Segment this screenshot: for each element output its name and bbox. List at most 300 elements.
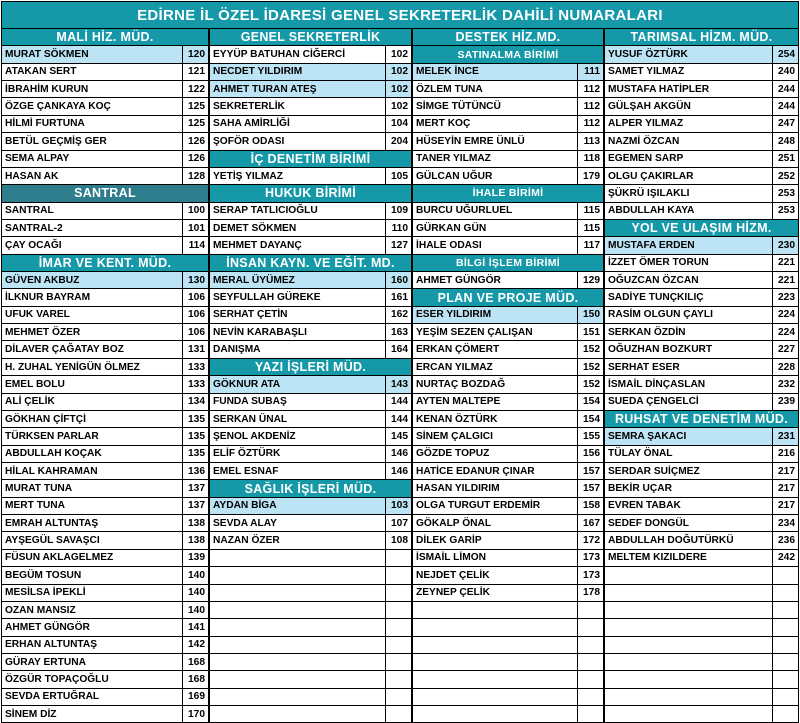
contact-name [605, 671, 772, 687]
contact-name [605, 619, 772, 635]
directory-row [209, 272, 412, 289]
contact-name: NURTAÇ BOZDAĞ [416, 378, 506, 390]
empty-row [209, 637, 412, 654]
contact-name: YUSUF ÖZTÜRK [608, 49, 688, 61]
contact-name: SİNEM ÇALGICI [416, 430, 493, 442]
directory-row [604, 64, 799, 81]
column-4 [604, 29, 799, 723]
contact-name: TÜLAY ÖNAL [608, 448, 673, 460]
contact-name: SEVDA ERTUĞRAL [5, 691, 100, 703]
directory-row [209, 463, 412, 480]
directory-row [604, 237, 799, 254]
extension-number: 126 [182, 151, 208, 167]
directory-row [1, 341, 209, 358]
empty-row [412, 689, 604, 706]
directory-row [412, 307, 604, 324]
contact-name: AHMET GÜNGÖR [5, 621, 90, 633]
extension-number [772, 654, 798, 670]
extension-number: 234 [772, 515, 798, 531]
directory-row [412, 203, 604, 220]
directory-row [209, 515, 412, 532]
directory-row [412, 168, 604, 185]
extension-number: 138 [182, 515, 208, 531]
contact-name [210, 567, 385, 583]
contact-name: RASİM OLGUN ÇAYLI [608, 309, 713, 321]
directory-row [1, 671, 209, 688]
contact-name: MESİLSA İPEKLİ [5, 587, 86, 599]
extension-number: 112 [577, 98, 603, 114]
contact-name: ABDULLAH KOÇAK [5, 448, 102, 460]
contact-name: FÜSUN AKLAGELMEZ [5, 552, 114, 564]
extension-number: 125 [182, 116, 208, 132]
extension-number: 236 [772, 532, 798, 548]
directory-row [1, 307, 209, 324]
directory-row [412, 237, 604, 254]
contact-name: DEMET SÖKMEN [213, 222, 297, 234]
directory-row [1, 376, 209, 393]
contact-name [605, 567, 772, 583]
contact-name: OĞUZCAN ÖZCAN [608, 274, 699, 286]
contact-name: MURAT SÖKMEN [5, 49, 89, 61]
extension-number: 105 [385, 168, 411, 184]
contact-name: HÜSEYİN EMRE ÜNLÜ [416, 135, 525, 147]
extension-number [577, 602, 603, 618]
empty-row [412, 706, 604, 723]
extension-number: 240 [772, 64, 798, 80]
extension-number: 102 [385, 98, 411, 114]
directory-row [1, 480, 209, 497]
directory-row [604, 376, 799, 393]
directory-row [412, 376, 604, 393]
contact-name: OLGA TURGUT ERDEMİR [416, 500, 541, 512]
extension-number: 133 [182, 359, 208, 375]
section-header: PLAN VE PROJE MÜD. [412, 289, 604, 306]
section-header: SANTRAL [1, 185, 209, 202]
extension-number: 217 [772, 498, 798, 514]
empty-row [604, 619, 799, 636]
contact-name: İLKNUR BAYRAM [5, 292, 91, 304]
contact-name: YEŞİM SEZEN ÇALIŞAN [416, 326, 533, 338]
extension-number: 224 [772, 324, 798, 340]
extension-number: 109 [385, 203, 411, 219]
extension-number [772, 671, 798, 687]
directory-row [1, 654, 209, 671]
contact-name: GÜVEN AKBUZ [5, 274, 80, 286]
contact-name: MERAL ÜYÜMEZ [213, 274, 295, 286]
contact-name: GÜLCAN UĞUR [416, 170, 493, 182]
extension-number: 101 [182, 220, 208, 236]
section-header: İHALE BİRİMİ [412, 185, 604, 202]
extension-number: 152 [577, 376, 603, 392]
extension-number: 254 [772, 46, 798, 62]
extension-number: 167 [577, 515, 603, 531]
directory-row [604, 289, 799, 306]
extension-number: 118 [577, 151, 603, 167]
extension-number: 146 [385, 463, 411, 479]
contact-name: NAZMİ ÖZCAN [608, 135, 680, 147]
extension-number: 114 [182, 237, 208, 253]
contact-name [413, 671, 577, 687]
extension-number: 106 [182, 289, 208, 305]
contact-name: ABDULLAH KAYA [608, 205, 695, 217]
extension-number: 150 [577, 307, 603, 323]
extension-number: 154 [577, 394, 603, 410]
contact-name: İSMAİL LİMON [416, 552, 486, 564]
empty-row [209, 706, 412, 723]
directory-row [604, 151, 799, 168]
contact-name [605, 602, 772, 618]
directory-row [1, 394, 209, 411]
extension-number: 125 [182, 98, 208, 114]
directory-row [209, 411, 412, 428]
empty-row [209, 567, 412, 584]
directory-row [412, 463, 604, 480]
extension-number: 164 [385, 341, 411, 357]
extension-number: 126 [182, 133, 208, 149]
extension-number: 248 [772, 133, 798, 149]
directory-row [209, 64, 412, 81]
directory-row [209, 116, 412, 133]
empty-row [604, 602, 799, 619]
directory-row [604, 428, 799, 445]
contact-name: ELİF ÖZTÜRK [213, 448, 281, 460]
extension-number: 228 [772, 359, 798, 375]
extension-number: 112 [577, 81, 603, 97]
contact-name [210, 602, 385, 618]
directory-row [604, 446, 799, 463]
extension-number [577, 671, 603, 687]
directory-row [604, 185, 799, 202]
directory-row [1, 64, 209, 81]
contact-name: GÖKALP ÖNAL [416, 517, 492, 529]
extension-number: 232 [772, 376, 798, 392]
directory-row [209, 220, 412, 237]
contact-name: BEGÜM TOSUN [5, 569, 82, 581]
contact-name [413, 619, 577, 635]
empty-row [412, 637, 604, 654]
directory-row [1, 637, 209, 654]
contact-name: OLGU ÇAKIRLAR [608, 170, 694, 182]
contact-name: NECDET YILDIRIM [213, 66, 303, 78]
contact-name: AYŞEGÜL SAVAŞCI [5, 535, 100, 547]
contact-name: HİLMİ FURTUNA [5, 118, 85, 130]
directory-row [412, 272, 604, 289]
empty-row [209, 654, 412, 671]
extension-number: 217 [772, 463, 798, 479]
section-header: GENEL SEKRETERLİK [209, 29, 412, 46]
empty-row [604, 567, 799, 584]
extension-number: 216 [772, 446, 798, 462]
contact-name: ALPER YILMAZ [608, 118, 684, 130]
extension-number: 221 [772, 255, 798, 271]
directory-row [604, 341, 799, 358]
extension-number: 111 [577, 64, 603, 80]
extension-number [385, 671, 411, 687]
contact-name: EMEL BOLU [5, 378, 65, 390]
contact-name: SADİYE TUNÇKILIÇ [608, 292, 704, 304]
directory-row [209, 168, 412, 185]
extension-number: 100 [182, 203, 208, 219]
extension-number [577, 637, 603, 653]
extension-number: 231 [772, 428, 798, 444]
contact-name: SAMET YILMAZ [608, 66, 685, 78]
directory-row [604, 394, 799, 411]
directory-row [604, 359, 799, 376]
extension-number: 224 [772, 307, 798, 323]
directory-row [604, 255, 799, 272]
extension-number: 230 [772, 237, 798, 253]
extension-number: 157 [577, 480, 603, 496]
contact-name: TÜRKSEN PARLAR [5, 430, 99, 442]
extension-number: 134 [182, 394, 208, 410]
directory-row [412, 341, 604, 358]
contact-name: İHALE ODASI [416, 239, 482, 251]
extension-number: 247 [772, 116, 798, 132]
directory-row [209, 341, 412, 358]
section-header: DESTEK HİZ.MD. [412, 29, 604, 46]
section-header: YAZI İŞLERİ MÜD. [209, 359, 412, 376]
contact-name [210, 671, 385, 687]
extension-number: 140 [182, 585, 208, 601]
directory-row [412, 411, 604, 428]
contact-name: KENAN ÖZTÜRK [416, 413, 498, 425]
empty-row [604, 585, 799, 602]
extension-number: 137 [182, 498, 208, 514]
contact-name: SİNEM DİZ [5, 708, 57, 720]
directory-row [412, 98, 604, 115]
empty-row [412, 671, 604, 688]
extension-number: 154 [577, 411, 603, 427]
extension-number: 144 [385, 394, 411, 410]
extension-number [385, 637, 411, 653]
extension-number: 151 [577, 324, 603, 340]
directory-row [209, 376, 412, 393]
extension-number: 138 [182, 532, 208, 548]
extension-number: 107 [385, 515, 411, 531]
extension-number: 162 [385, 307, 411, 323]
contact-name: DANIŞMA [213, 344, 261, 356]
contact-name: EMRAH ALTUNTAŞ [5, 517, 99, 529]
contact-name: SERHAT ÇETİN [213, 309, 288, 321]
contact-name [210, 550, 385, 566]
contact-name: İZZET ÖMER TORUN [608, 257, 709, 269]
directory-row [604, 498, 799, 515]
extension-number [385, 550, 411, 566]
extension-number: 170 [182, 706, 208, 722]
directory-row [604, 307, 799, 324]
directory-row [604, 46, 799, 63]
contact-name: SANTRAL [5, 205, 54, 217]
directory-row [412, 480, 604, 497]
extension-number [577, 619, 603, 635]
extension-number [772, 602, 798, 618]
directory-row [1, 289, 209, 306]
empty-row [604, 671, 799, 688]
directory-row [1, 98, 209, 115]
contact-name: EMEL ESNAF [213, 465, 279, 477]
directory-row [209, 446, 412, 463]
directory-row [1, 116, 209, 133]
directory-row [604, 463, 799, 480]
contact-name: OZAN MANSIZ [5, 604, 76, 616]
contact-name [413, 602, 577, 618]
empty-row [604, 706, 799, 723]
contact-name: SERAP TATLICIOĞLU [213, 205, 318, 217]
extension-number: 104 [385, 116, 411, 132]
extension-number: 115 [577, 203, 603, 219]
contact-name: SANTRAL-2 [5, 222, 63, 234]
directory-row [1, 46, 209, 63]
contact-name [605, 585, 772, 601]
contact-name [210, 654, 385, 670]
extension-number: 152 [577, 359, 603, 375]
contact-name: GÜRAY ERTUNA [5, 656, 86, 668]
extension-number: 242 [772, 550, 798, 566]
extension-number: 102 [385, 81, 411, 97]
section-header: SAĞLIK İŞLERİ MÜD. [209, 480, 412, 497]
directory-row [1, 203, 209, 220]
extension-number: 161 [385, 289, 411, 305]
contact-name: ÖZGÜR TOPAÇOĞLU [5, 673, 109, 685]
directory-row [604, 133, 799, 150]
extension-number: 130 [182, 272, 208, 288]
contact-name [210, 637, 385, 653]
contact-name: ÖZGE ÇANKAYA KOÇ [5, 101, 111, 113]
section-header: İNSAN KAYN. VE EĞİT. MD. [209, 255, 412, 272]
contact-name: ALİ ÇELİK [5, 396, 55, 408]
contact-name: SEKRETERLİK [213, 101, 285, 113]
column-3 [412, 29, 604, 723]
contact-name: ABDULLAH DOĞUTÜRKÜ [608, 535, 734, 547]
contact-name: ÖZLEM TUNA [416, 83, 483, 95]
extension-number: 139 [182, 550, 208, 566]
directory-row [412, 359, 604, 376]
extension-number: 135 [182, 411, 208, 427]
extension-number: 252 [772, 168, 798, 184]
empty-row [209, 689, 412, 706]
empty-row [604, 654, 799, 671]
directory-row [1, 498, 209, 515]
directory-row [604, 116, 799, 133]
directory-row [412, 220, 604, 237]
directory-row [1, 428, 209, 445]
contact-name: BURCU UĞURLUEL [416, 205, 513, 217]
extension-number: 140 [182, 602, 208, 618]
directory-row [209, 81, 412, 98]
directory-row [1, 463, 209, 480]
contact-name: GÖZDE TOPUZ [416, 448, 490, 460]
directory-row [604, 98, 799, 115]
directory-row [1, 324, 209, 341]
contact-name: MEHMET DAYANÇ [213, 239, 302, 251]
contact-name: MELTEM KIZILDERE [608, 552, 707, 564]
extension-number: 122 [182, 81, 208, 97]
directory-row [412, 567, 604, 584]
contact-name: SUEDA ÇENGELCİ [608, 396, 699, 408]
contact-name: ZEYNEP ÇELİK [416, 587, 490, 599]
extension-number: 103 [385, 498, 411, 514]
extension-number: 253 [772, 203, 798, 219]
directory-row [412, 151, 604, 168]
contact-name: YETİŞ YILMAZ [213, 170, 283, 182]
directory-row [412, 585, 604, 602]
extension-number: 253 [772, 185, 798, 201]
extension-number: 160 [385, 272, 411, 288]
empty-row [209, 550, 412, 567]
directory-row [412, 64, 604, 81]
contact-name: ESER YILDIRIM [416, 309, 492, 321]
contact-name: SİMGE TÜTÜNCÜ [416, 101, 501, 113]
directory-row [1, 411, 209, 428]
contact-name: MURAT TUNA [5, 483, 73, 495]
extension-number: 115 [577, 220, 603, 236]
contact-name: SAHA AMİRLİĞİ [213, 118, 290, 130]
contact-name: İSMAİL DİNÇASLAN [608, 378, 706, 390]
page-title: EDİRNE İL ÖZEL İDARESİ GENEL SEKRETERLİK DAHİLİ NUMARALARI [1, 1, 799, 29]
directory-row [412, 446, 604, 463]
contact-name [413, 654, 577, 670]
section-header: TARIMSAL HİZM. MÜD. [604, 29, 799, 46]
contact-name: SEMRA ŞAKACI [608, 430, 687, 442]
directory-row [412, 324, 604, 341]
contact-name: EVREN TABAK [608, 500, 681, 512]
extension-number [385, 585, 411, 601]
contact-name: AHMET TURAN ATEŞ [213, 83, 317, 95]
empty-row [412, 654, 604, 671]
empty-row [209, 602, 412, 619]
directory-row [209, 498, 412, 515]
section-header: İÇ DENETİM BİRİMİ [209, 151, 412, 168]
directory-row [1, 515, 209, 532]
extension-number: 179 [577, 168, 603, 184]
extension-number: 120 [182, 46, 208, 62]
extension-number: 152 [577, 341, 603, 357]
directory-row [209, 532, 412, 549]
contact-name [605, 654, 772, 670]
extension-number: 129 [577, 272, 603, 288]
contact-name: SERKAN ÜNAL [213, 413, 288, 425]
extension-number: 173 [577, 550, 603, 566]
extension-number: 112 [577, 116, 603, 132]
extension-number [772, 619, 798, 635]
directory-row [604, 203, 799, 220]
contact-name: SEYFULLAH GÜREKE [213, 292, 321, 304]
directory-row [209, 289, 412, 306]
directory-row [604, 324, 799, 341]
extension-number: 142 [182, 637, 208, 653]
contact-name: ŞENOL AKDENİZ [213, 430, 296, 442]
contact-name [413, 637, 577, 653]
directory-row [1, 602, 209, 619]
extension-number: 144 [385, 411, 411, 427]
extension-number: 157 [577, 463, 603, 479]
extension-number: 102 [385, 64, 411, 80]
extension-number: 143 [385, 376, 411, 392]
extension-number: 131 [182, 341, 208, 357]
section-header: SATINALMA BİRİMİ [412, 46, 604, 63]
contact-name: TANER YILMAZ [416, 153, 491, 165]
contact-name: AYDAN BİGA [213, 500, 277, 512]
contact-name: UFUK VAREL [5, 309, 70, 321]
section-header: HUKUK BİRİMİ [209, 185, 412, 202]
directory-row [1, 272, 209, 289]
contact-name: SEDEF DONGÜL [608, 517, 689, 529]
contact-name [210, 689, 385, 705]
contact-name: MERT TUNA [5, 500, 65, 512]
contact-name [413, 689, 577, 705]
directory-row [412, 394, 604, 411]
contact-name: NEVİN KARABAŞLI [213, 326, 307, 338]
